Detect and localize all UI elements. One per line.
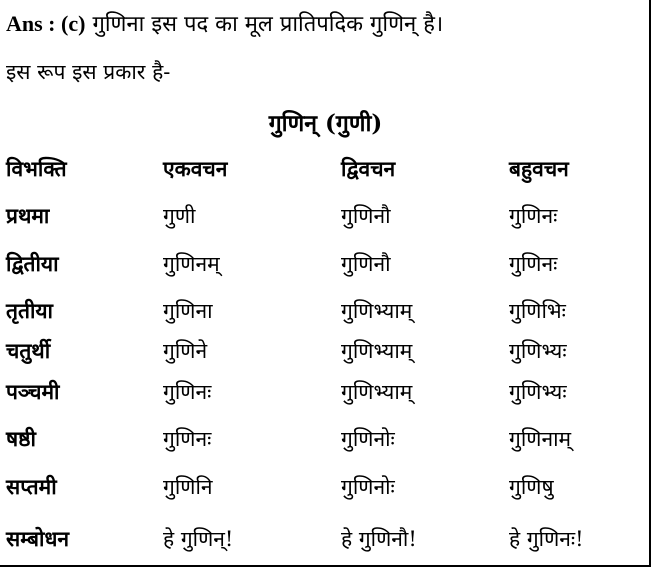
table-header-row	[0, 155, 651, 189]
table-row	[0, 473, 651, 507]
bahu-cell: गुणिभिः	[509, 299, 566, 323]
dvi-cell: गुणिभ्याम्	[341, 380, 413, 404]
table-row	[0, 378, 651, 412]
bahu-cell: गुणिभ्यः	[509, 339, 567, 363]
dvi-cell: गुणिनोः	[341, 475, 395, 499]
answer-line	[6, 8, 443, 38]
eka-cell: गुणिनि	[163, 475, 213, 499]
answer-text: गुणिना इस पद का मूल प्रातिपदिक गुणिन् है।	[92, 12, 444, 37]
dvi-cell: गुणिनोः	[341, 427, 395, 451]
table-row	[0, 297, 651, 331]
eka-cell: गुणी	[163, 204, 196, 228]
dvi-cell: गुणिनौ	[341, 204, 391, 228]
header-dvi: द्विवचन	[341, 156, 396, 181]
case-cell: प्रथमा	[6, 203, 50, 228]
bahu-cell: गुणिनः	[509, 252, 558, 276]
bahu-cell: गुणिनः	[509, 204, 558, 228]
table-row	[0, 337, 651, 371]
eka-cell: हे गुणिन्!	[163, 527, 234, 551]
eka-cell: गुणिना	[163, 299, 213, 323]
case-cell: षष्ठी	[6, 426, 36, 451]
eka-cell: गुणिने	[163, 339, 208, 363]
dvi-cell: गुणिनौ	[341, 252, 391, 276]
case-cell: सम्बोधन	[6, 526, 70, 551]
header-case: विभक्ति	[6, 156, 67, 181]
bahu-cell: गुणिनाम्	[509, 427, 572, 451]
table-row	[0, 425, 651, 459]
header-eka: एकवचन	[163, 156, 228, 181]
answer-prefix: Ans : (c)	[6, 11, 86, 36]
bahu-cell: गुणिषु	[509, 475, 554, 499]
case-cell: पञ्चमी	[6, 379, 60, 404]
table-row	[0, 250, 651, 284]
case-cell: चतुर्थी	[6, 338, 51, 363]
header-bahu: बहुवचन	[509, 156, 569, 181]
case-cell: तृतीया	[6, 298, 53, 323]
bahu-cell: गुणिभ्यः	[509, 380, 567, 404]
table-row	[0, 202, 651, 236]
bahu-cell: हे गुणिनः!	[509, 527, 584, 551]
case-cell: सप्तमी	[6, 474, 57, 499]
dvi-cell: गुणिभ्याम्	[341, 299, 413, 323]
eka-cell: गुणिनः	[163, 380, 212, 404]
table-title: गुणिन् (गुणी)	[268, 110, 383, 137]
case-cell: द्वितीया	[6, 251, 59, 276]
table-row	[0, 525, 651, 559]
dvi-cell: हे गुणिनौ!	[341, 527, 417, 551]
eka-cell: गुणिनम्	[163, 252, 220, 276]
eka-cell: गुणिनः	[163, 427, 212, 451]
subtitle: इस रूप इस प्रकार है-	[6, 60, 171, 84]
dvi-cell: गुणिभ्याम्	[341, 339, 413, 363]
